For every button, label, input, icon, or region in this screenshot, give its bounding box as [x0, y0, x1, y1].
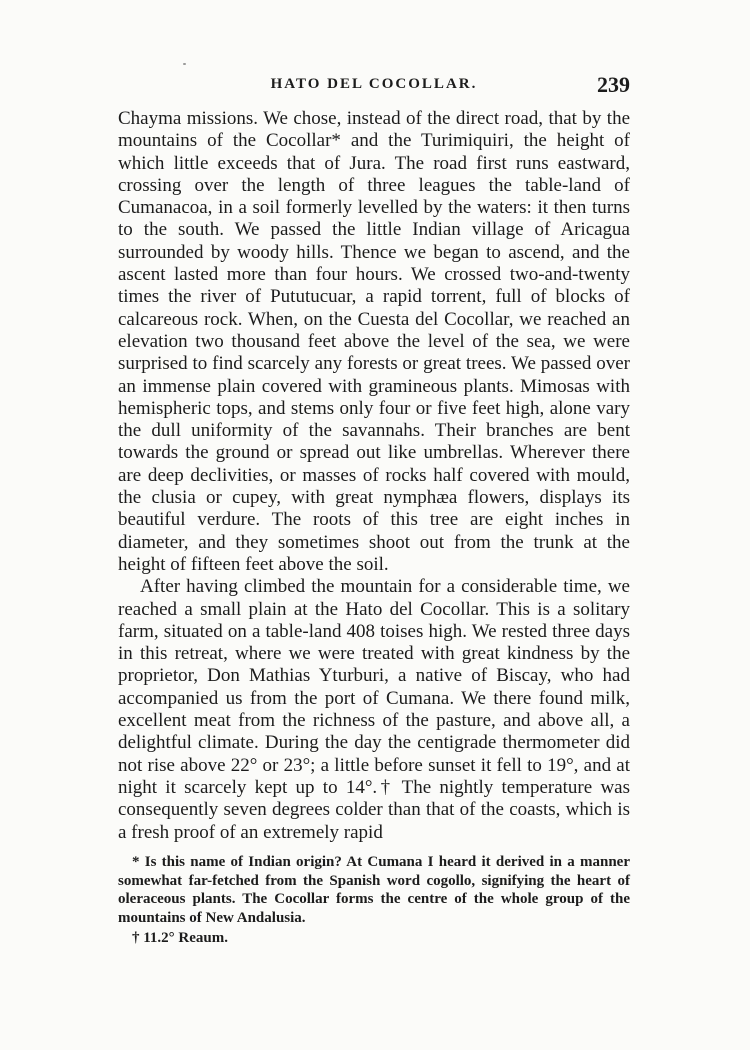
page-number: 239: [597, 72, 630, 97]
page-header: [118, 72, 630, 100]
footnote-2: † 11.2° Reaum.: [132, 930, 228, 946]
running-head: HATO DEL COCOLLAR.: [270, 76, 478, 92]
footnotes: [118, 853, 630, 948]
footnote-1: * Is this name of Indian origin? At Cumana I heard it derived in a manner somewhat far-fetched from the Spanish word cogollo, signifying the heart of oleraceous plants. The Cocollar forms the centre of the whole group of the mountains of New Andalusia.: [118, 854, 630, 926]
paper-speck: [183, 63, 186, 65]
body-paragraph-2: After having climbed the mountain for a considerable time, we reached a small plain at the Hato del Cocollar. This is a solitary farm, situated on a table-land 408 toises high. We rested three days in this retreat, where we were treated with great kindness by the proprietor, Don Mathias Yturburi, a native of Biscay, who had accompanied us from the port of Cumana. We there found milk, excellent meat from the richness of the pasture, and above all, a delightful climate. During the day the centigrade thermometer did not rise above 22° or 23°; a little before sunset it fell to 19°, and at night it scarcely kept up to 14°.† The nightly temperature was consequently seven degrees colder than that of the coasts, which is a fresh proof of an extremely rapid: [118, 576, 630, 843]
body-text: [118, 108, 630, 844]
body-paragraph-1: Chayma missions. We chose, instead of the direct road, that by the mountains of the Cocollar* and the Turimiquiri, the height of which little exceeds that of Jura. The road first runs eastward, crossing over the length of three leagues the table-land of Cumanacoa, in a soil formerly levelled by the waters: it then turns to the south. We passed the little Indian village of Aricagua surrounded by woody hills. Thence we began to ascend, and the ascent lasted more than four hours. We crossed two-and-twenty times the river of Pututucuar, a rapid torrent, full of blocks of calcareous rock. When, on the Cuesta del Cocollar, we reached an elevation two thousand feet above the level of the sea, we were surprised to find scarcely any forests or great trees. We passed over an immense plain covered with gramineous plants. Mimosas with hemispheric tops, and stems only four or five feet high, alone vary the dull uniformity of the savannahs. Their branches are bent towards the ground or spread out like umbrellas. Wherever there are deep declivities, or masses of rocks half covered with mould, the clusia or cupey, with great nymphæa flowers, displays its beautiful verdure. The roots of this tree are eight inches in diameter, and they sometimes shoot out from the trunk at the height of fifteen feet above the soil.: [118, 108, 630, 575]
